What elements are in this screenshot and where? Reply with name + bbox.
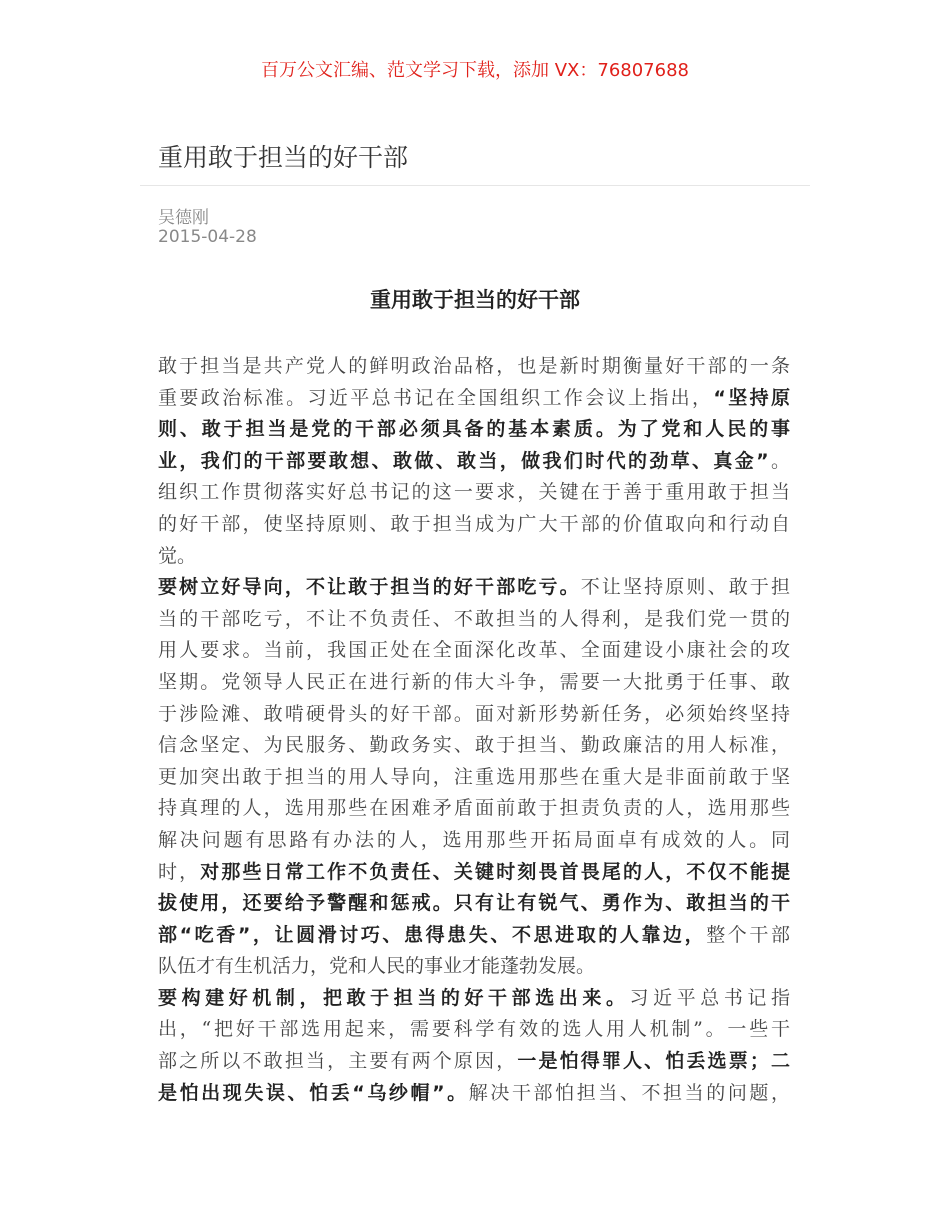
bold-text-segment: 则、敢于担当是党的干部必须具备的基本素质。为了党和人民的事 xyxy=(158,418,790,441)
text-line xyxy=(158,635,790,667)
article-body xyxy=(158,351,790,1109)
title-divider xyxy=(140,185,810,186)
text-segment: 重要政治标准。习近平总书记在全国组织工作会议上指出， xyxy=(158,386,714,409)
text-line xyxy=(158,667,790,699)
bold-text-segment: 对那些日常工作不负责任、关键时刻畏首畏尾的人，不仅不能提 xyxy=(200,860,790,883)
text-segment: 于涉险滩、敢啃硬骨头的好干部。面对新形势新任务，必须始终坚持 xyxy=(158,702,790,725)
text-segment: 习近平总书记指 xyxy=(629,986,790,1009)
bold-text-segment: 要树立好导向，不让敢于担当的好干部吃亏。 xyxy=(158,576,581,599)
text-line xyxy=(158,572,790,604)
text-line xyxy=(158,1014,790,1046)
text-segment: 整个干部 xyxy=(706,923,790,946)
text-line xyxy=(158,383,790,415)
text-line xyxy=(158,857,790,889)
text-line xyxy=(158,1046,790,1078)
bold-text-segment: 业，我们的干部要敢想、敢做、敢当，做我们时代的劲草、真金” xyxy=(158,449,769,472)
text-segment: 信念坚定、为民服务、勤政务实、敢于担当、勤政廉洁的用人标准， xyxy=(158,734,790,757)
text-line xyxy=(158,699,790,731)
text-segment: 当的干部吃亏，不让不负责任、不敢担当的人得利，是我们党一贯的 xyxy=(158,607,790,630)
text-segment: 队伍才有生机活力，党和人民的事业才能蓬勃发展。 xyxy=(158,955,596,978)
text-line xyxy=(158,509,790,541)
text-line xyxy=(158,730,790,762)
text-line xyxy=(158,1078,790,1110)
text-line xyxy=(158,541,790,573)
bold-text-segment: 拔使用，还要给予警醒和惩戒。只有让有锐气、勇作为、敢担当的干 xyxy=(158,892,790,915)
text-segment: 持真理的人，选用那些在困难矛盾面前敢于担责负责的人，选用那些 xyxy=(158,797,790,820)
bold-text-segment: 一是怕得罪人、怕丢选票；二 xyxy=(517,1050,790,1073)
text-line xyxy=(158,888,790,920)
text-segment: 部之所以不敢担当，主要有两个原因， xyxy=(158,1050,518,1073)
text-segment: 不让坚持原则、敢于担 xyxy=(580,576,790,599)
article-date: 2015-04-28 xyxy=(158,227,257,247)
text-line xyxy=(158,825,790,857)
text-line xyxy=(158,414,790,446)
bold-text-segment: 要构建好机制，把敢于担当的好干部选出来。 xyxy=(158,986,630,1009)
text-segment: 敢于担当是共产党人的鲜明政治品格，也是新时期衡量好干部的一条 xyxy=(158,355,790,377)
article-author: 吴德刚 xyxy=(158,208,209,228)
text-line xyxy=(158,351,790,383)
text-segment: 解决干部怕担当、不担当的问题， xyxy=(468,1081,790,1104)
text-segment: 觉。 xyxy=(158,544,197,567)
text-line xyxy=(158,983,790,1015)
text-segment: 更加突出敢于担当的用人导向，注重选用那些在重大是非面前敢于坚 xyxy=(158,765,790,788)
text-line xyxy=(158,920,790,952)
text-segment: 坚期。党领导人民正在进行新的伟大斗争，需要一大批勇于任事、敢 xyxy=(158,670,790,693)
article-heading: 重用敢于担当的好干部 xyxy=(370,288,580,312)
text-segment: 时， xyxy=(158,860,201,883)
text-segment: 用人要求。当前，我国正处在全面深化改革、全面建设小康社会的攻 xyxy=(158,639,790,662)
bold-text-segment: “坚持原 xyxy=(713,386,790,409)
text-segment: 解决问题有思路有办法的人，选用那些开拓局面卓有成效的人。同 xyxy=(158,828,790,851)
bold-text-segment: 部“吃香”，让圆滑讨巧、患得患失、不思进取的人靠边， xyxy=(158,923,707,946)
text-line xyxy=(158,762,790,794)
text-line xyxy=(158,951,790,983)
article-title: 重用敢于担当的好干部 xyxy=(158,143,409,172)
text-line xyxy=(158,446,790,478)
text-segment: 的好干部，使坚持原则、敢于担当成为广大干部的价值取向和行动自 xyxy=(158,512,790,535)
text-line xyxy=(158,604,790,636)
bold-text-segment: 是怕出现失误、怕丢“乌纱帽”。 xyxy=(158,1081,469,1104)
text-segment: 。 xyxy=(768,449,790,472)
text-line xyxy=(158,477,790,509)
download-banner: 百万公文汇编、范文学习下载，添加 VX：76807688 xyxy=(261,60,689,81)
text-segment: 组织工作贯彻落实好总书记的这一要求，关键在于善于重用敢于担当 xyxy=(158,481,790,504)
text-segment: 出，“把好干部选用起来，需要科学有效的选人用人机制”。一些干 xyxy=(158,1018,790,1041)
text-line xyxy=(158,793,790,825)
